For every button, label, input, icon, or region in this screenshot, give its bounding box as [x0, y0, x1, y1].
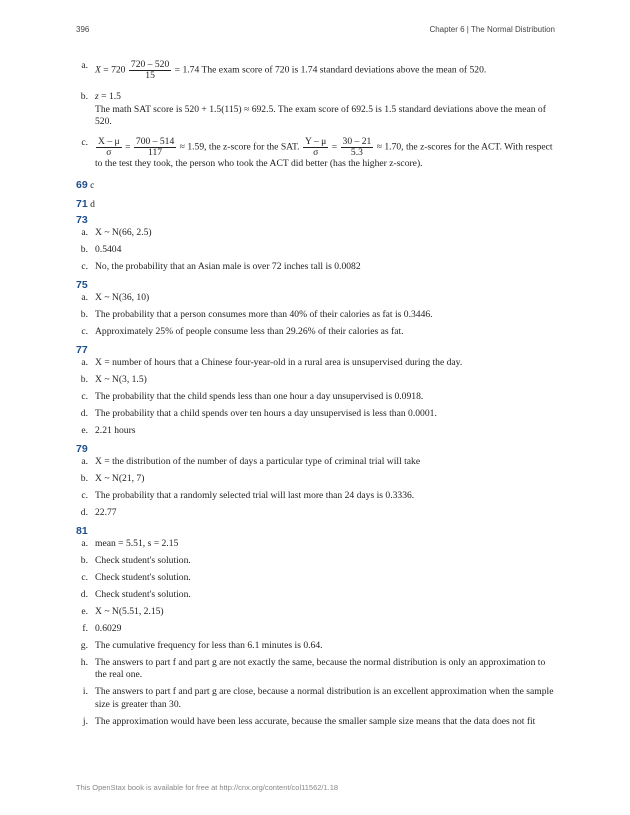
page-number: 396	[76, 25, 90, 34]
question-number: 73	[76, 214, 88, 226]
question-73	[76, 214, 556, 273]
answer-item: a. X = number of hours that a Chinese four-year-old in a rural area is unsupervised during the day.	[81, 356, 463, 368]
fraction: $\frac{Y - \mu}{\sigma}$	[305, 135, 327, 158]
item-label: c.	[81, 136, 88, 148]
answer-item: c. Check student's solution.	[81, 571, 191, 583]
answer-item-c: c. $\frac{X - \mu}{\sigma}$ = $\frac{700 - 514}{117}$ ≈ 1.59, the z-score for the SAT. $\frac{Y - \mu}{\sigma}$ = $\frac{30 - 21}{5.3}$ ≈ 1.70, the z-scores for the ACT. With respect to the test they took, the person who took the ACT did better (has the higher z-score).	[76, 137, 556, 171]
answer-item: i. The answers to part f and part g are close, because a normal distribution is an excellent approximation when the sample size is greater than 30.	[82, 686, 554, 710]
answer-content	[76, 60, 556, 733]
answer-item: b. Check student's solution.	[80, 554, 191, 566]
question-77	[76, 344, 556, 437]
answer-item: b. X ~ N(3, 1.5)	[80, 373, 147, 385]
q73-items	[76, 227, 556, 274]
answer-item: j. The approximation would have been less accurate, because the smaller sample size means that the data does not fit	[82, 715, 536, 727]
question-number: 79	[76, 443, 88, 455]
question-answer: c	[90, 180, 95, 191]
answer-item: a. mean = 5.51, s = 2.15	[81, 537, 179, 549]
fraction: $\frac{720 - 520}{15}$	[130, 59, 170, 81]
question-79	[76, 443, 556, 519]
question-75	[76, 279, 556, 338]
answer-item: g. The cumulative frequency for less than 6.1 minutes is 0.64.	[80, 639, 323, 651]
question-71	[76, 198, 556, 212]
item-label: b.	[80, 91, 88, 102]
answer-item: e. X ~ N(5.51, 2.15)	[81, 605, 164, 617]
answer-item: c. The probability that a randomly selected trial will last more than 24 days is 0.3336.	[81, 489, 415, 501]
c-end: ≈ 1.70, the z-scores for the ACT. With respect to the test they took, the person who took the ACT did better (has the higher z-score).	[95, 141, 553, 169]
question-number: 71	[76, 197, 88, 210]
answer-item: d. The probability that a child spends over ten hours a day unsupervised is less than 0.0001.	[80, 407, 437, 419]
a-text: = 1.74 The exam score of 720 is 1.74 standard deviations above the mean of 520.	[174, 64, 487, 76]
question-number: 77	[76, 344, 88, 356]
answer-item-a: a. X = 720 $\frac{720 - 520}{15}$ = 1.74 The exam score of 720 is 1.74 standard deviations above the mean of 520.	[76, 60, 556, 81]
answer-item: e. 2.21 hours	[81, 424, 136, 436]
answer-item: f. 0.6029	[82, 622, 122, 634]
answer-item: a. X ~ N(66, 2.5)	[81, 226, 152, 238]
answer-item: h. The answers to part f and part g are not exactly the same, because the normal distribution is only an approximation to the real one.	[80, 656, 546, 680]
answer-item: c. Approximately 25% of people consume less than 29.26% of their calories as fat.	[81, 325, 404, 337]
answer-item: b. The probability that a person consumes more than 40% of their calories as fat is 0.3446.	[80, 308, 433, 320]
answer-item: c. No, the probability that an Asian male is over 72 inches tall is 0.0082	[81, 260, 361, 272]
question-answer: d	[90, 198, 95, 210]
c-mid: ≈ 1.59, the z-score for the SAT.	[179, 141, 300, 153]
answer-item: a. X = the distribution of the number of days a particular type of criminal trial will take	[81, 455, 421, 467]
a-prefix: = 720	[103, 64, 126, 76]
b-line1: = 1.5	[101, 91, 121, 102]
b-line2: The math SAT score is 520 + 1.5(115) ≈ 692.5. The exam score of 692.5 is 1.5 standard deviations above the mean of 520.	[95, 103, 546, 127]
question-number: 81	[76, 525, 88, 537]
answer-item: d. Check student's solution.	[80, 588, 191, 600]
question-number: 69	[76, 179, 88, 191]
fraction: $\frac{30 - 21}{5.3}$	[342, 135, 372, 158]
footer-note: This OpenStax book is available for free at http://cnx.org/content/col11562/1.18	[76, 783, 339, 792]
answer-item: c. The probability that the child spends less than one hour a day unsupervised is 0.0918.	[81, 390, 424, 402]
answer-item: d. 22.77	[80, 506, 117, 518]
item-label: a.	[81, 60, 88, 71]
fraction: $\frac{700 - 514}{117}$	[135, 135, 175, 158]
answer-item: a. X ~ N(36, 10)	[81, 291, 150, 303]
answer-item: b. X ~ N(21, 7)	[80, 472, 145, 484]
fraction: $\frac{X - \mu}{\sigma}$	[98, 135, 120, 158]
answer-item-b: b. z = 1.5 The math SAT score is 520 + 1.5(115) ≈ 692.5. The exam score of 692.5 is 1.5 standard deviations above the mean of 520.	[76, 91, 556, 129]
question-81	[76, 525, 556, 728]
question-number: 75	[76, 279, 88, 291]
chapter-title: Chapter 6 | The Normal Distribution	[429, 25, 555, 34]
question-69	[76, 179, 556, 193]
answer-item: b. 0.5404	[80, 243, 122, 255]
